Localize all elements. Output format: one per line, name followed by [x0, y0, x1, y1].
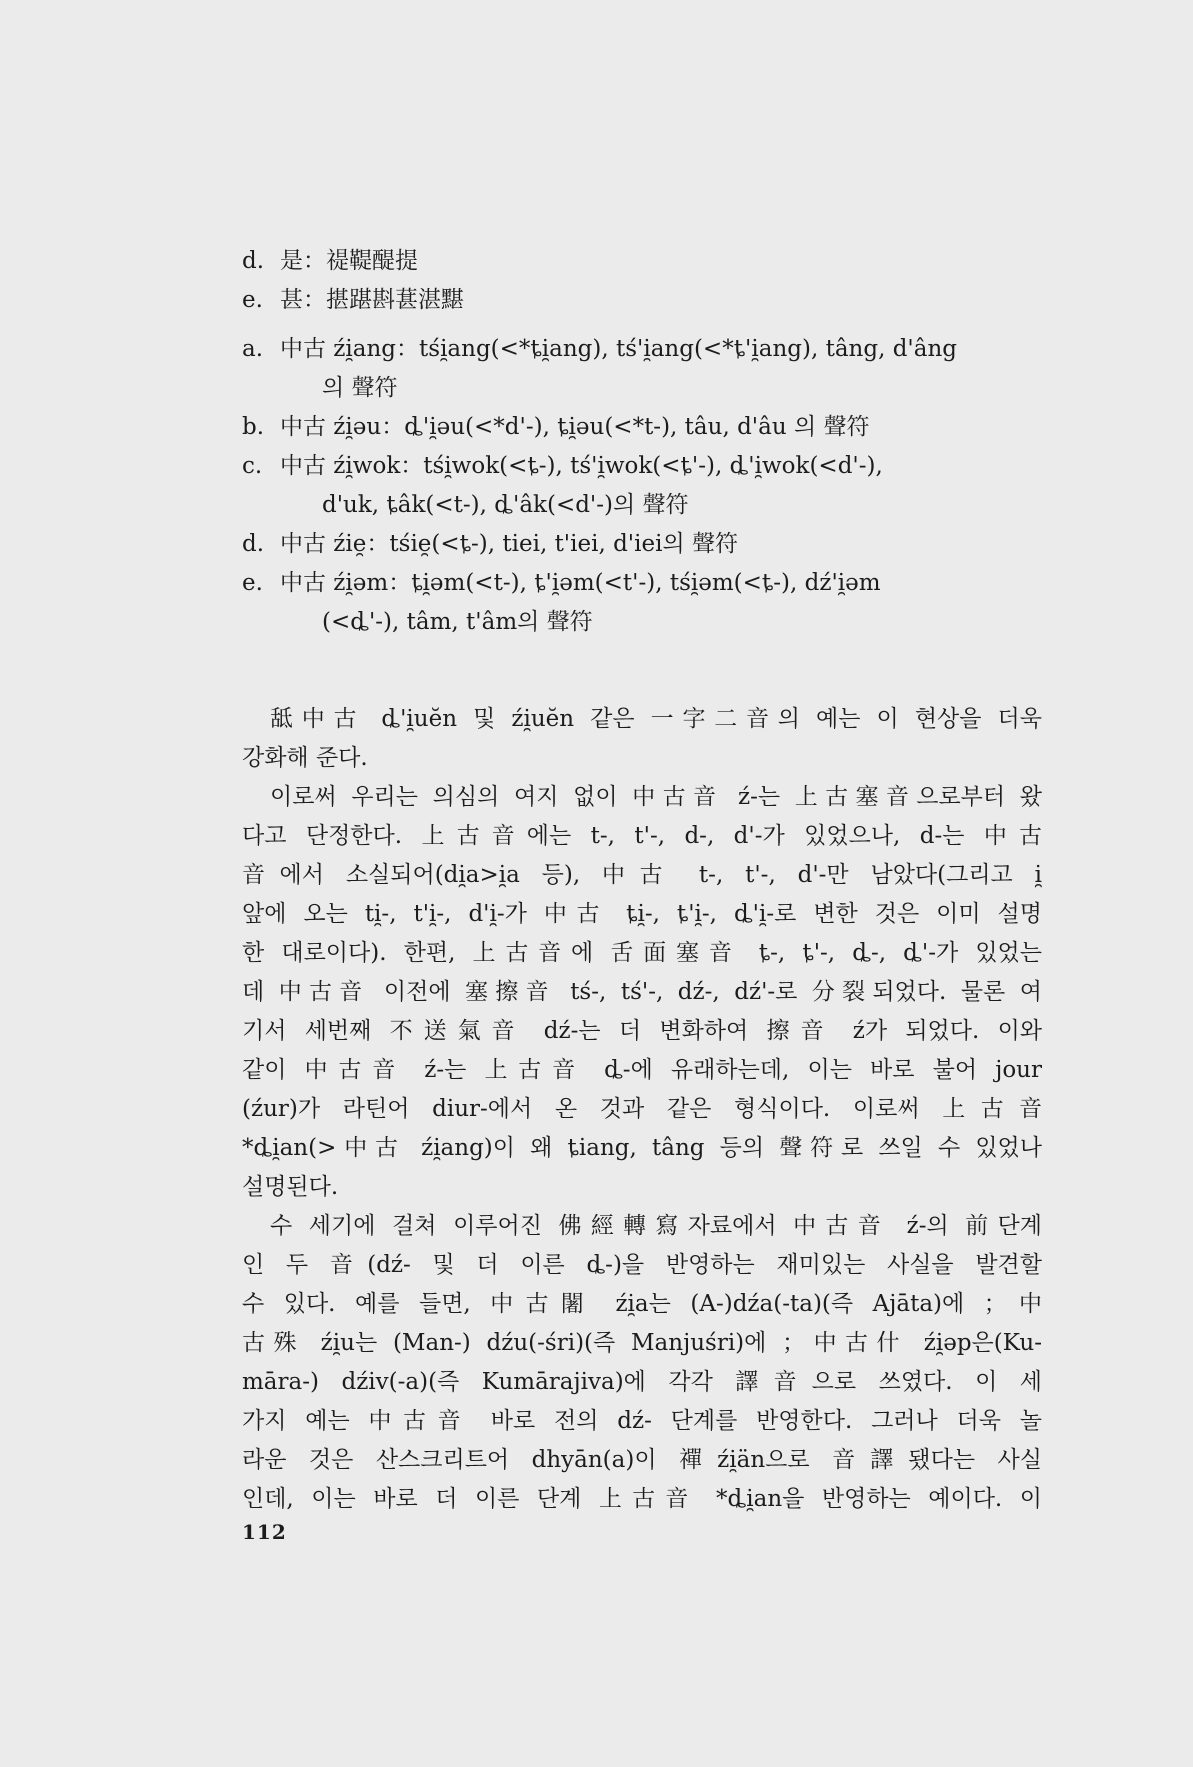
list-item [242, 408, 1042, 447]
list-item-text: 是：禔鞮醍提 [280, 248, 418, 274]
list-item-marker: e. [242, 287, 263, 313]
list-item [242, 564, 1042, 603]
list-item-text: 中古 źi̯əu：ȡ'i̯əu(<*d'-), ȶi̯əu(<*t-), tâu, d'âu 의 聲符 [280, 414, 870, 440]
paragraph-line: 같이 中古音 ź-는 上古音 ȡ-에 유래하는데, 이는 바로 불어 jour [242, 1057, 1042, 1083]
list-item [242, 281, 1042, 320]
paragraph-line: 설명된다. [242, 1174, 339, 1200]
list-item-marker: a. [242, 336, 264, 362]
paragraph-line: 라운 것은 산스크리트어 dhyān(a)이 禪źi̯än으로 音譯됐다는 사실 [242, 1447, 1042, 1473]
list-item-marker: c. [242, 453, 263, 479]
list-item-text: 中古 źi̯ang：tśi̯ang(<*ȶi̯ang), tś'i̯ang(<*ȶ'i̯ang), tâng, d'âng [280, 336, 957, 362]
list-item-continuation: (<ȡ'-), tâm, t'âm의 聲符 [322, 609, 593, 635]
paragraph-line: 강화해 준다. [242, 745, 368, 771]
block-spacer [242, 642, 1042, 700]
list-item-marker: b. [242, 414, 265, 440]
paragraph-line: 音에서 소실되어(di̯a>i̯a 등), 中古 t-, t'-, d'-만 남았다(그리고 i̯ [242, 862, 1042, 888]
list-item-text: 中古 źie̯：tśie̯(<ȶ-), tiei, t'iei, d'iei의 聲符 [280, 531, 738, 557]
paragraph-line: 이로써 우리는 의심의 여지 없이 中古音 ź-는 上古塞音으로부터 왔 [270, 784, 1042, 810]
page-number: 112 [242, 1520, 287, 1544]
paragraph-line: 데 中古音 이전에 塞擦音 tś-, tś'-, dź-, dź'-로 分裂되었다. 물론 여 [242, 979, 1042, 1005]
list-item [242, 525, 1042, 564]
paragraph-line: 䑛中古 ȡ'i̯uĕn 및 źi̯uĕn 같은 一字二音의 예는 이 현상을 더욱 [270, 706, 1042, 732]
paragraph-line: (źur)가 라틴어 diur-에서 온 것과 같은 형식이다. 이로써 上古音 [242, 1096, 1042, 1122]
list-item-text: 中古 źi̯əm：ȶi̯əm(<t-), ȶ'i̯əm(<t'-), tśi̯əm(<ȶ-), dź'i̯əm [280, 570, 881, 596]
paragraph-line: *ȡi̯an(>中古 źi̯ang)이 왜 ȶiang, tâng 등의 聲符로 쓰일 수 있었나 [242, 1135, 1042, 1161]
list-item [242, 447, 1042, 486]
list-item-text: 甚：揕踸斟葚湛黮 [280, 287, 464, 313]
paragraph-line: 古殊 źi̯u는 (Man-) dźu(-śri)(즉 Manjuśri)에 ；中古什 źi̯əp은(Ku- [242, 1330, 1042, 1356]
paragraph-line: 다고 단정한다. 上古音에는 t-, t'-, d-, d'-가 있었으나, d-는 中古 [242, 823, 1042, 849]
paragraph-line: 인데, 이는 바로 더 이른 단계 上古音 *ȡi̯an을 반영하는 예이다. 이 [242, 1486, 1042, 1512]
list-item [242, 330, 1042, 369]
list-item-continuation: d'uk, ȶâk(<t-), ȡ'âk(<d'-)의 聲符 [322, 492, 689, 518]
list-item-text: 中古 źi̯wok：tśi̯wok(<ȶ-), tś'i̯wok(<ȶ'-), ȡ'i̯wok(<d'-), [280, 453, 883, 479]
list-item-marker: d. [242, 531, 265, 557]
paragraph-line: 한 대로이다). 한편, 上古音에 舌面塞音 ȶ-, ȶ'-, ȡ-, ȡ'-가 있었는 [242, 940, 1042, 966]
list-item-continuation: 의 聲符 [322, 375, 398, 401]
list-item [242, 242, 1042, 281]
paragraph-line: 수 세기에 걸쳐 이루어진 佛經轉寫자료에서 中古音 ź-의 前단계 [270, 1213, 1042, 1239]
list-item-marker: d. [242, 248, 265, 274]
list-item-marker: e. [242, 570, 263, 596]
paragraph-line: māra-) dźiv(-a)(즉 Kumārajiva)에 각각 譯音으로 쓰였다. 이 세 [242, 1369, 1042, 1395]
paragraph-line: 수 있다. 예를 들면, 中古闍 źi̯a는 (A-)dźa(-ta)(즉 Ajāta)에 ；中 [242, 1291, 1042, 1317]
paragraph-line: 가지 예는 中古音 바로 전의 dź- 단계를 반영한다. 그러나 더욱 놀 [242, 1408, 1042, 1434]
paragraph-line: 인 두 音(dź- 및 더 이른 ȡ-)을 반영하는 재미있는 사실을 발견할 [242, 1252, 1042, 1278]
paragraph-line: 앞에 오는 ti̯-, t'i̯-, d'i̯-가 中古 ȶi̯-, ȶ'i̯-, ȡ'i̯-로 변한 것은 이미 설명 [242, 901, 1042, 927]
page-body [242, 242, 1042, 1519]
paragraph-line: 기서 세번째 不送氣音 dź-는 더 변화하여 擦音 ź가 되었다. 이와 [242, 1018, 1042, 1044]
block-spacer [242, 320, 1042, 330]
